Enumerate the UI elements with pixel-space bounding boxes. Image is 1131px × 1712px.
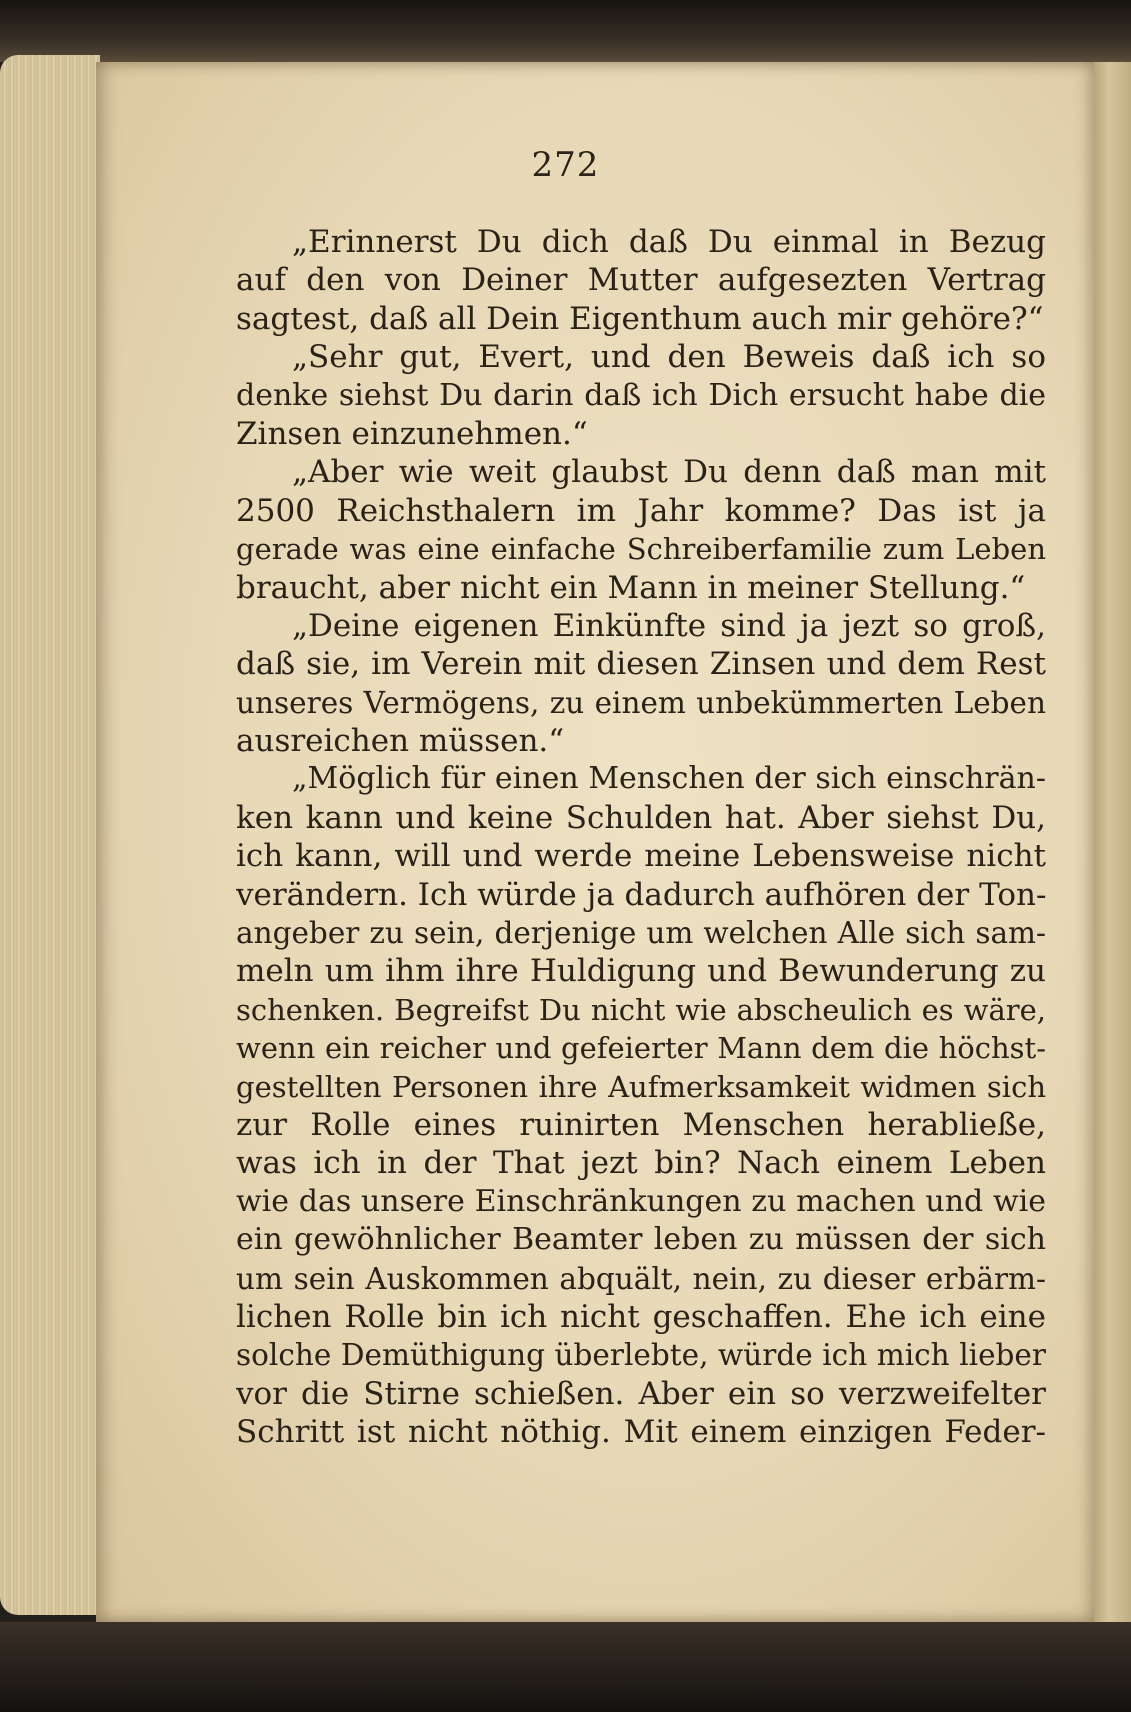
text-line: 2500 Reichsthalern im Jahr komme? Das ist ja [236, 492, 1046, 529]
text-line: um sein Auskommen abquält, nein, zu dieser erbärm- [236, 1261, 1046, 1296]
text-line: Schritt ist nicht nöthig. Mit einem einzigen Feder- [236, 1414, 1046, 1451]
text-line: unseres Vermögens, zu einem unbekümmerten Leben [236, 685, 1046, 720]
binding-shadow-top [0, 0, 1131, 62]
text-line: wenn ein reicher und gefeierter Mann dem die höchst- [236, 1031, 1046, 1066]
page-stack-edge [0, 55, 100, 1615]
text-line: „Möglich für einen Menschen der sich einschrän- [292, 761, 1046, 797]
text-line: ausreichen müssen.“ [236, 723, 565, 760]
text-line: solche Demüthigung überlebte, würde ich mich lieber [236, 1338, 1046, 1373]
page-number: 272 [531, 145, 600, 185]
text-line: ein gewöhnlicher Beamter leben zu müssen der sich [236, 1222, 1046, 1258]
text-line: „Aber wie weit glaubst Du denn daß man mit [292, 454, 1046, 491]
text-line: ich kann, will und werde meine Lebensweise nicht [236, 838, 1046, 875]
text-line: „Deine eigenen Einkünfte sind ja jezt so groß, [292, 607, 1046, 644]
facing-page-edge [1094, 62, 1131, 1622]
binding-shadow-bottom [0, 1622, 1131, 1712]
text-line: gestellten Personen ihre Aufmerksamkeit widmen sich [236, 1069, 1046, 1104]
text-line: gerade was eine einfache Schreiberfamilie zum Leben [236, 532, 1046, 567]
text-line: verändern. Ich würde ja dadurch aufhören der Ton- [236, 876, 1046, 913]
text-line: angeber zu sein, derjenige um welchen Alle sich sam- [236, 916, 1046, 951]
text-line: schenken. Begreifst Du nicht wie abscheulich es wäre, [236, 992, 1046, 1027]
text-line: Zinsen einzunehmen.“ [236, 415, 588, 452]
text-line: denke siehst Du darin daß ich Dich ersucht habe die [236, 377, 1046, 413]
text-line: meln um ihm ihre Huldigung und Bewunderung zu [236, 953, 1046, 990]
text-line: ken kann und keine Schulden hat. Aber siehst Du, [236, 799, 1046, 836]
text-line: „Sehr gut, Evert, und den Beweis daß ich so [292, 339, 1046, 376]
text-line: sagtest, daß all Dein Eigenthum auch mir gehöre?“ [236, 300, 1044, 337]
text-line: braucht, aber nicht ein Mann in meiner Stellung.“ [236, 569, 1026, 606]
text-line: lichen Rolle bin ich nicht geschaffen. Ehe ich eine [236, 1298, 1046, 1335]
body-text [236, 223, 1046, 1452]
text-line: vor die Stirne schießen. Aber ein so verzweifelter [236, 1375, 1046, 1412]
text-line: „Erinnerst Du dich daß Du einmal in Bezug [292, 224, 1046, 260]
text-line: zur Rolle eines ruinirten Menschen herabließe, [236, 1106, 1046, 1143]
text-line: was ich in der That jezt bin? Nach einem Leben [236, 1145, 1046, 1182]
text-line: wie das unsere Einschränkungen zu machen und wie [236, 1183, 1046, 1219]
text-line: auf den von Deiner Mutter aufgesezten Vertrag [236, 262, 1046, 299]
text-line: daß sie, im Verein mit diesen Zinsen und dem Rest [236, 646, 1046, 683]
